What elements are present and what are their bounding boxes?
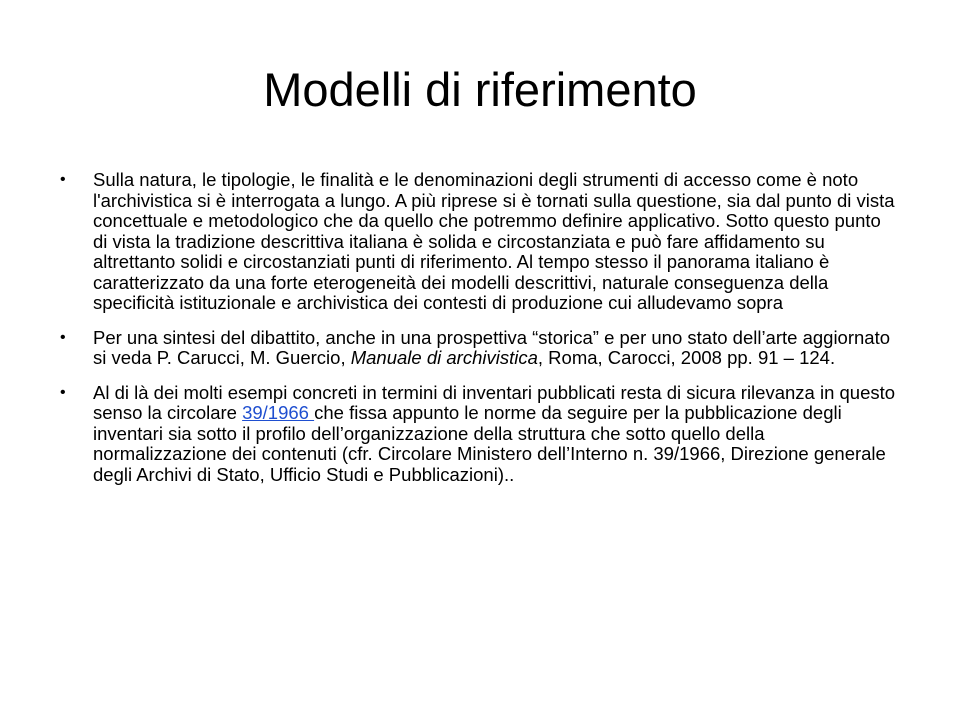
book-title: Manuale di archivistica <box>350 347 538 368</box>
bullet-text-2-before: Per una sintesi del dibattito, anche in una prospettiva “storica” e per uno stato dell’arte aggiornato si veda P. Carucci, M. Guercio, <box>93 326 891 368</box>
bullet-text-3-before: Al di là dei molti esempi concreti in termini di inventari pubblicati resta di sicura rilevanza in questo senso la circolare <box>93 381 896 423</box>
bullet-text-1: Sulla natura, le tipologie, le finalità e le denominazioni degli strumenti di accesso come è noto l'archivistica si è interrogata a lungo. A più riprese si è tornati sulla questione, sia dal punto di vista concettuale e metodologico che da quello che potremmo definire applicativo. Sotto questo punto di vista la tradizione descrittiva italiana è solida e circostanziata e può fare affidamento su altrettanto solidi e circostanziati punti di riferimento. Al tempo stesso il panorama italiano è caratterizzato da una forte eterogeneità dei modelli descrittivi, naturale conseguenza della specificità istituzionale e archivistica dei contesti di produzione cui alludevamo sopra <box>93 169 895 313</box>
bullet-text-2-after: , Roma, Carocci, 2008 pp. 91 – 124. <box>537 347 836 368</box>
bullet-text-3 <box>93 382 895 485</box>
circolare-link[interactable]: 39/1966 <box>242 402 315 423</box>
bullet-text-2 <box>93 327 890 369</box>
bullet-icon: • <box>60 383 66 401</box>
bullet-item-3 <box>60 383 900 486</box>
bullet-text-3-after: che fissa appunto le norme da seguire per la pubblicazione degli inventari sia sotto il profilo dell’organizzazione della struttura che sotto quello della normalizzazione dei contenuti (cfr. Circolare Ministero dell’Interno n. 39/1966, Direzione generale degli Archivi di Stato, Ufficio Studi e Pubblicazioni).. <box>93 402 886 485</box>
bullet-item-1 <box>60 170 900 314</box>
bullet-icon: • <box>60 171 66 188</box>
slide-title: Modelli di riferimento <box>263 63 697 116</box>
bullet-item-2 <box>60 328 900 369</box>
bullet-icon: • <box>60 328 66 346</box>
bullet-list <box>60 170 900 499</box>
